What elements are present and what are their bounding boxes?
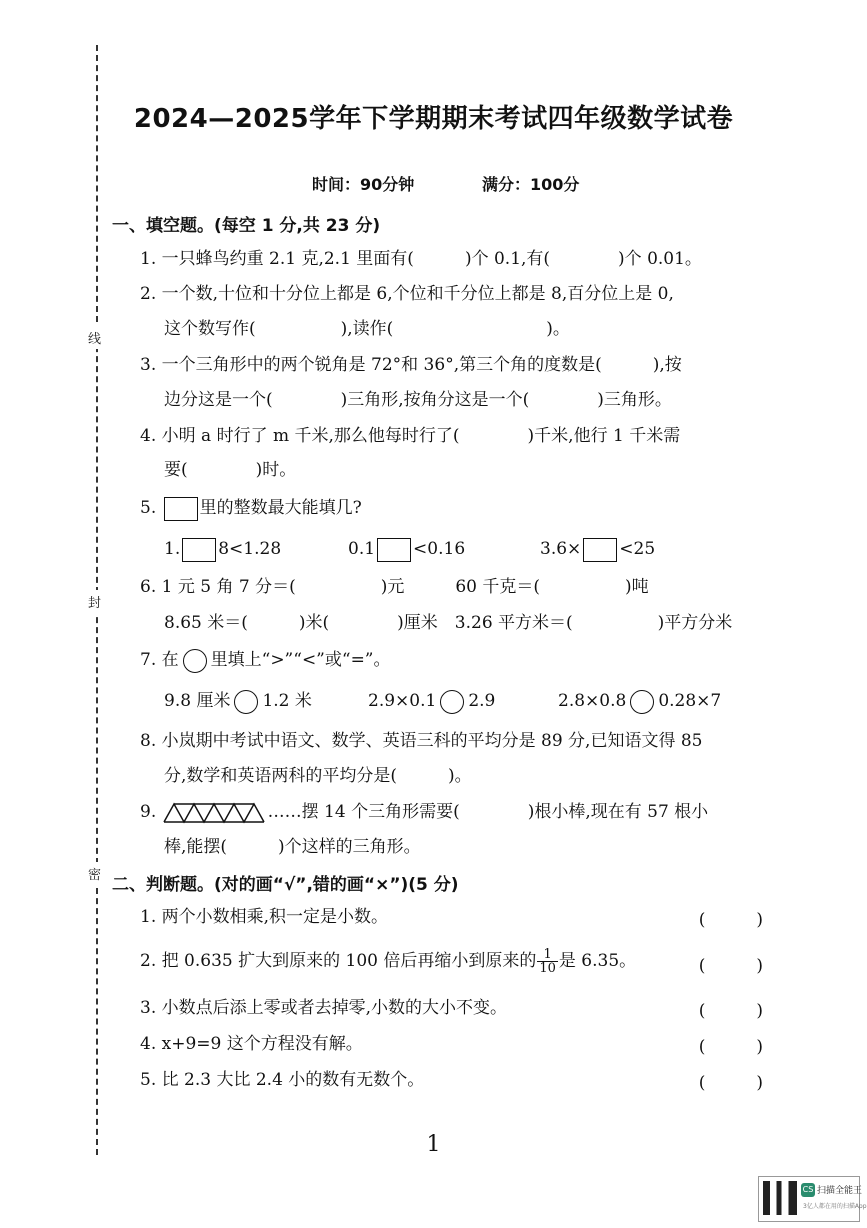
section2-heading: 二、判断题。(对的画“√”,错的画“×”)(5 分) [112, 875, 459, 895]
scanner-watermark [758, 1176, 867, 1222]
judge-item-4: 4. x+9=9 这个方程没有解。 [140, 1034, 363, 1054]
q7-pre: 7. 在 [140, 650, 179, 670]
exam-title: 2024—2025学年下学期期末考试四年级数学试卷 [133, 104, 734, 134]
binding-char-xian: 线 [88, 326, 101, 349]
question-2-line1: 2. 一个数,十位和十分位上都是 6,个位和千分位上都是 8,百分位上是 0, [140, 284, 674, 304]
q7-item3-pre: 2.8×0.8 [558, 691, 627, 711]
q5-item3-pre: 3.6× [540, 539, 582, 559]
question-5-item-3 [540, 537, 655, 562]
blank-circle [440, 690, 464, 714]
question-7-item-3 [558, 689, 721, 714]
question-8-line2: 分,数学和英语两科的平均分是( )。 [164, 766, 472, 786]
question-4-line2: 要( )时。 [164, 460, 297, 480]
binding-char-feng: 封 [88, 590, 101, 613]
question-3-line2: 边分这是一个( )三角形,按角分这是一个( )三角形。 [164, 390, 672, 410]
q5-item1-pre: 1. [164, 539, 181, 559]
question-4-line1: 4. 小明 a 时行了 m 千米,那么他每时行了( )千米,他行 1 千米需 [140, 426, 681, 446]
exam-time: 时间：90分钟 [312, 175, 415, 194]
question-7-item-2 [368, 689, 495, 714]
question-7 [140, 648, 391, 673]
camscanner-logo-icon: CS [801, 1183, 815, 1197]
question-7-item-1 [164, 689, 312, 714]
question-1: 1. 一只蜂鸟约重 2.1 克,2.1 里面有( )个 0.1,有( )个 0.01。 [140, 249, 702, 269]
answer-paren-1: ( ) [698, 910, 763, 930]
scanner-sub: 3亿人都在用的扫描App [803, 1203, 867, 1210]
blank-circle [234, 690, 258, 714]
question-9-line1 [140, 800, 708, 824]
question-8-line1: 8. 小岚期中考试中语文、数学、英语三科的平均分是 89 分,已知语文得 85 [140, 731, 703, 751]
answer-paren-2: ( ) [698, 956, 763, 976]
blank-box [583, 538, 617, 562]
blank-box [377, 538, 411, 562]
question-5-number: 5. [140, 498, 157, 518]
judge-item-2-tail: 是 6.35。 [558, 951, 637, 971]
q7-item2-pre: 2.9×0.1 [368, 691, 437, 711]
answer-paren-5: ( ) [698, 1073, 763, 1093]
fraction-numerator: 1 [537, 948, 558, 962]
answer-paren-3: ( ) [698, 1001, 763, 1021]
fraction-denominator: 10 [539, 961, 556, 976]
q9-text: ……摆 14 个三角形需要( )根小棒,现在有 57 根小 [267, 802, 709, 822]
q7-item1-post: 1.2 米 [262, 691, 312, 711]
judge-item-2-text: 2. 把 0.635 扩大到原来的 100 倍后再缩小到原来的 [140, 951, 537, 971]
blank-circle [630, 690, 654, 714]
page-number: 1 [426, 1132, 441, 1157]
q5-item3-post: <25 [619, 539, 656, 559]
question-3-line1: 3. 一个三角形中的两个锐角是 72°和 36°,第三个角的度数是( ),按 [140, 355, 682, 375]
question-6-line2: 8.65 米＝( )米( )厘米 3.26 平方米＝( )平方分米 [164, 613, 733, 633]
question-5 [140, 496, 362, 521]
question-5-item-2 [348, 537, 465, 562]
blank-circle [183, 649, 207, 673]
exam-full-score: 满分：100分 [482, 175, 580, 194]
q7-item1-pre: 9.8 厘米 [164, 691, 231, 711]
blank-box [164, 497, 198, 521]
binding-char-mi: 密 [88, 862, 101, 885]
q7-post: 里填上“>”“<”或“=”。 [210, 650, 391, 670]
q7-item3-post: 0.28×7 [658, 691, 722, 711]
question-5-item-1 [164, 537, 281, 562]
fraction-one-tenth [537, 948, 558, 975]
answer-paren-4: ( ) [698, 1037, 763, 1057]
q9-number: 9. [140, 802, 157, 822]
section1-heading: 一、填空题。(每空 1 分,共 23 分) [112, 216, 381, 236]
blank-box [182, 538, 216, 562]
question-6-line1: 6. 1 元 5 角 7 分＝( )元 60 千克＝( )吨 [140, 577, 649, 597]
question-5-text: 里的整数最大能填几? [199, 498, 362, 518]
q5-item1-post: 8<1.28 [218, 539, 282, 559]
judge-item-2 [140, 948, 636, 975]
q5-item2-post: <0.16 [413, 539, 466, 559]
qr-code-icon [763, 1181, 797, 1215]
scanner-label: 扫描全能王 [817, 1186, 863, 1196]
judge-item-3: 3. 小数点后添上零或者去掉零,小数的大小不变。 [140, 998, 508, 1018]
triangle-sticks-icon [162, 802, 266, 824]
question-9-line2: 棒,能摆( )个这样的三角形。 [164, 837, 421, 857]
q7-item2-post: 2.9 [468, 691, 496, 711]
judge-item-5: 5. 比 2.3 大比 2.4 小的数有无数个。 [140, 1070, 425, 1090]
question-2-line2: 这个数写作( ),读作( )。 [164, 319, 570, 339]
q5-item2-pre: 0.1 [348, 539, 376, 559]
judge-item-1: 1. 两个小数相乘,积一定是小数。 [140, 907, 389, 927]
